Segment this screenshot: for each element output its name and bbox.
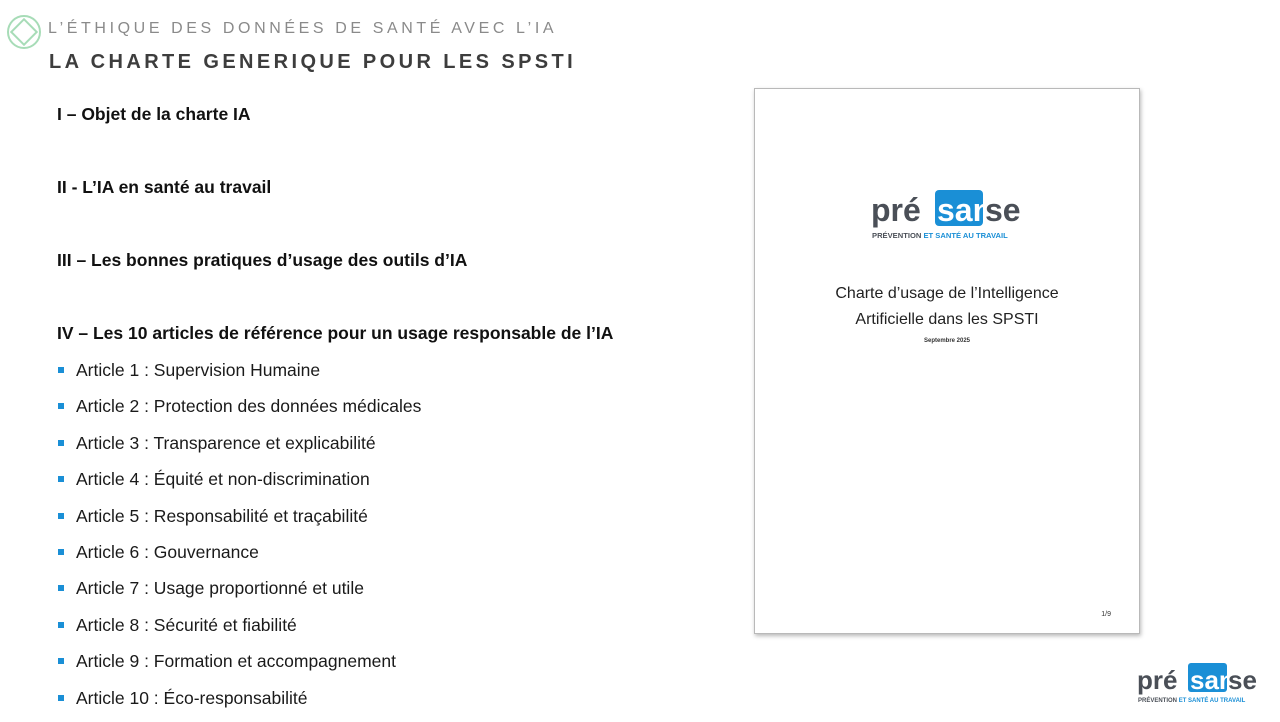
- bullet-icon: [58, 476, 64, 482]
- list-item: [57, 686, 421, 722]
- list-item: [57, 358, 421, 394]
- document-title: Charte d’usage de l’Intelligence Artificielle dans les SPSTI: [835, 285, 1059, 328]
- slide-title: LA CHARTE GENERIQUE POUR LES SPSTI: [49, 51, 577, 73]
- articles-list: [57, 358, 421, 722]
- article-label: Article 8 : Sécurité et fiabilité: [76, 614, 297, 635]
- bullet-icon: [58, 585, 64, 591]
- bullet-icon: [58, 695, 64, 701]
- presanse-brand-logo: [1136, 658, 1262, 708]
- svg-text:PRÉVENTION ET SANTÉ AU TRAVAIL: PRÉVENTION ET SANTÉ AU TRAVAIL: [1138, 698, 1246, 704]
- bullet-icon: [58, 403, 64, 409]
- slide-kicker: L’ÉTHIQUE DES DONNÉES DE SANTÉ AVEC L’IA: [48, 20, 558, 37]
- section-heading-2: II - L’IA en santé au travail: [57, 177, 272, 197]
- list-item: [57, 649, 421, 685]
- article-label: Article 9 : Formation et accompagnement: [76, 651, 397, 672]
- list-item: [57, 467, 421, 503]
- bullet-icon: [58, 549, 64, 555]
- corner-emblem-icon: [6, 14, 42, 50]
- bullet-icon: [58, 658, 64, 664]
- list-item: [57, 504, 421, 540]
- svg-text:san: san: [937, 192, 993, 228]
- document-cover-thumbnail: [754, 88, 1140, 634]
- bullet-icon: [58, 513, 64, 519]
- list-item: [57, 394, 421, 430]
- section-heading-4: IV – Les 10 articles de référence pour un usage responsable de l’IA: [57, 323, 614, 343]
- list-item: [57, 431, 421, 467]
- svg-text:san: san: [1190, 665, 1235, 695]
- bullet-icon: [58, 440, 64, 446]
- list-item: [57, 540, 421, 576]
- list-item: [57, 613, 421, 649]
- article-label: Article 4 : Équité et non-discrimination: [76, 469, 370, 490]
- document-page-number: 1/9: [1101, 611, 1111, 618]
- bullet-icon: [58, 622, 64, 628]
- svg-text:pré: pré: [1137, 665, 1178, 695]
- svg-text:PRÉVENTION ET SANTÉ AU TRAVAIL: PRÉVENTION ET SANTÉ AU TRAVAIL: [872, 231, 1008, 240]
- article-label: Article 1 : Supervision Humaine: [76, 360, 321, 380]
- svg-text:pré: pré: [871, 192, 921, 228]
- section-heading-1: I – Objet de la charte IA: [57, 104, 251, 124]
- section-heading-3: III – Les bonnes pratiques d’usage des outils d’IA: [57, 250, 468, 270]
- list-item: [57, 576, 421, 612]
- presanse-logo: [869, 187, 1029, 247]
- article-label: Article 7 : Usage proportionné et utile: [76, 578, 364, 599]
- document-date: Septembre 2025: [923, 338, 971, 344]
- svg-text:se: se: [1228, 665, 1257, 695]
- article-label: Article 10 : Éco-responsabilité: [76, 687, 308, 708]
- article-label: Article 3 : Transparence et explicabilité: [76, 432, 376, 453]
- article-label: Article 2 : Protection des données médicales: [76, 396, 422, 417]
- article-label: Article 5 : Responsabilité et traçabilité: [76, 505, 368, 526]
- svg-text:se: se: [985, 192, 1021, 228]
- bullet-icon: [58, 367, 64, 373]
- article-label: Article 6 : Gouvernance: [76, 541, 259, 562]
